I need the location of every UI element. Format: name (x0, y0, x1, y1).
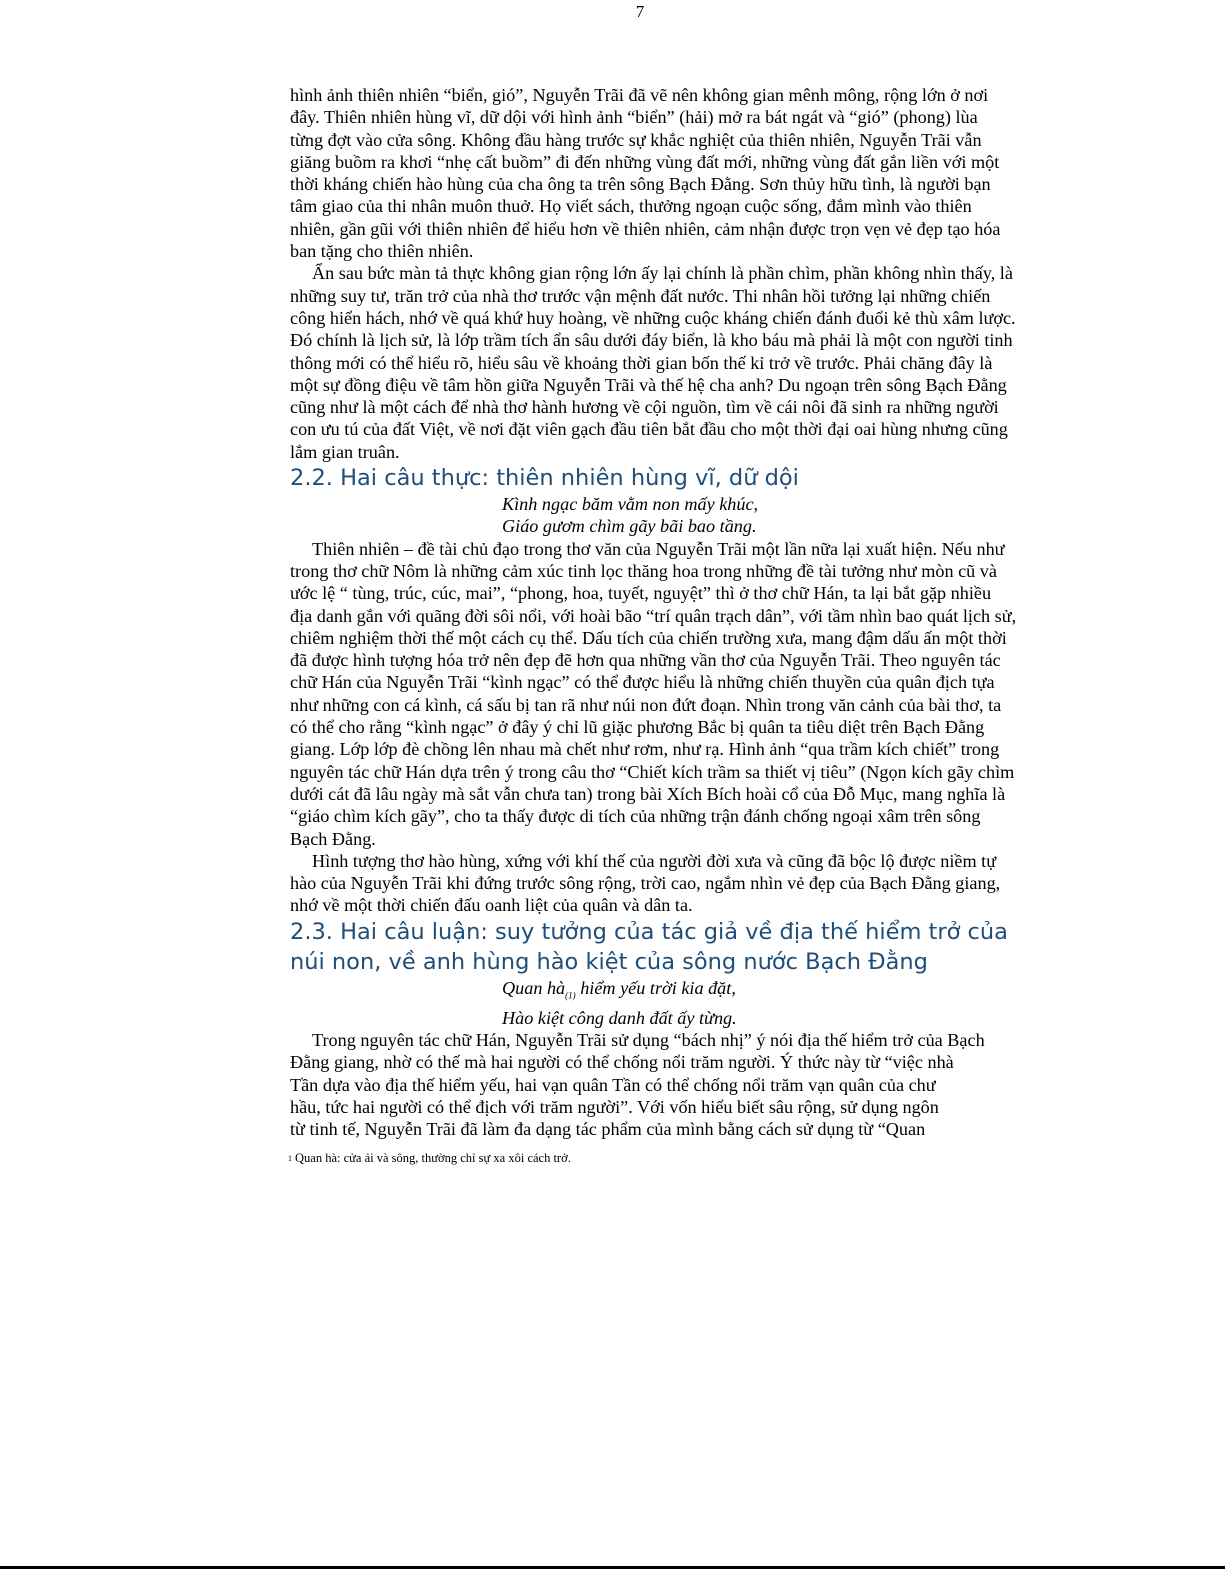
poem-couplet-1 (290, 493, 1050, 538)
poem-couplet-2 (290, 977, 1050, 1029)
paragraph-3 (290, 538, 1050, 850)
footnote-text: Quan hà: cửa ải và sông, thường chỉ sự xa xôi cách trở. (295, 1151, 571, 1165)
text-line: cũng như là một cách để nhà thơ hành hương về cội nguồn, tìm về cái nôi đã sinh ra những người (290, 397, 999, 418)
document-body (290, 84, 1050, 1140)
text-line: như những con cá kình, cá sấu bị tan rã như núi non đứt đoạn. Nhìn trong văn cảnh của bài thơ, ta (290, 694, 1002, 715)
paragraph-5 (290, 1029, 1050, 1140)
text-line: hầu, tức hai người có thể địch với trăm người”. Với vốn hiểu biết sâu rộng, sử dụng ngôn (290, 1096, 939, 1117)
poem-text: hiểm yếu trời kia đặt, (575, 977, 736, 998)
text-line: Hình tượng thơ hào hùng, xứng với khí thế của người đời xưa và cũng đã bộc lộ được niềm tự (312, 850, 997, 871)
poem-line (502, 977, 1050, 1007)
text-line: một sự đồng điệu về tâm hồn giữa Nguyễn Trãi và thế hệ cha anh? Du ngoạn trên sông Bạch Đằng (290, 374, 1007, 395)
text-line: công hiển hách, nhớ về quá khứ huy hoàng, về những cuộc kháng chiến đánh đuổi kẻ thù xâm lược. (290, 307, 1016, 328)
footnote (288, 1151, 571, 1166)
text-line: thời kháng chiến hào hùng của cha ông ta trên sông Bạch Đằng. Sơn thủy hữu tình, là người bạn (290, 174, 991, 195)
text-line: nhiên, gần gũi với thiên nhiên để hiểu hơn về thiên nhiên, cảm nhận được trọn vẹn vẻ đẹp tạo hóa (290, 218, 1001, 239)
text-line: Thiên nhiên – đề tài chủ đạo trong thơ văn của Nguyễn Trãi một lần nữa lại xuất hiện. Nếu như (312, 538, 1005, 559)
page-number: 7 (635, 2, 645, 21)
paragraph-1 (290, 84, 1050, 262)
text-line: hình ảnh thiên nhiên “biển, gió”, Nguyễn Trãi đã vẽ nên không gian mênh mông, rộng lớn ở nơi (290, 85, 989, 105)
section-heading-2-2: 2.2. Hai câu thực: thiên nhiên hùng vĩ, dữ dội (290, 465, 799, 492)
text-line: từng đợt vào cửa sông. Không đầu hàng trước sự khắc nghiệt của thiên nhiên, Nguyễn Trãi vẫn (290, 129, 982, 150)
text-line: nhớ về một thời chiến đấu oanh liệt của quân và dân ta. (290, 895, 693, 916)
paragraph-4 (290, 850, 1050, 917)
text-line: giăng buồm ra khơi “nhẹ cất buồm” đi đến những vùng đất mới, những vùng đất gắn liền với một (290, 151, 1000, 172)
text-line: con ưu tú của đất Việt, về nơi đặt viên gạch đầu tiên bắt đầu cho một thời đại oai hùng nhưng cũng (290, 419, 1008, 440)
text-line: Trong nguyên tác chữ Hán, Nguyễn Trãi sử dụng “bách nhị” ý nói địa thế hiểm trở của Bạch (312, 1029, 985, 1050)
heading-line: 2.3. Hai câu luận: suy tưởng của tác giả về địa thế hiểm trở của (290, 918, 1008, 945)
text-line: Đằng giang, nhờ có thế mà hai người có thể chống nổi trăm người. Ý thức này từ “việc nhà (290, 1052, 954, 1073)
poem-line: Kình ngạc băm vằm non mấy khúc, (502, 494, 759, 515)
text-line: chữ Hán của Nguyễn Trãi “kình ngạc” có thể được hiểu là những chiến thuyền của quân địch tựa (290, 672, 995, 693)
text-line: đã được hình tượng hóa trở nên đẹp đẽ hơn qua những vần thơ của Nguyễn Trãi. Theo nguyên tác (290, 650, 1001, 671)
text-line: lắm gian truân. (290, 441, 400, 462)
text-line: Đó chính là lịch sử, là lớp trầm tích ẩn sâu dưới đáy biển, là kho báu mà phải là một con người tinh (290, 330, 1013, 351)
text-line: giang. Lớp lớp đè chồng lên nhau mà chết như rơm, như rạ. Hình ảnh “qua trầm kích chiết” trong (290, 739, 1000, 760)
text-line: tâm giao của thi nhân muôn thuở. Họ viết sách, thưởng ngoạn cuộc sống, đắm mình vào thiên (290, 196, 972, 217)
text-line: Ẩn sau bức màn tả thực không gian rộng lớn ấy lại chính là phần chìm, phần không nhìn thấy, là (312, 263, 1013, 284)
poem-line: Hào kiệt công danh đất ấy từng. (502, 1007, 737, 1028)
footnote-ref[interactable]: (1) (565, 990, 576, 1001)
text-line: thông mới có thể hiểu rõ, hiểu sâu về khoảng thời gian bốn thế kỉ trở về trước. Phải chăng đây là (290, 352, 993, 373)
page-bottom-border (0, 1566, 1225, 1569)
poem-text: Quan hà (502, 977, 566, 998)
paragraph-2 (290, 262, 1050, 463)
poem-line: Giáo gươm chìm gãy bãi bao tầng. (502, 516, 757, 537)
text-line: từ tinh tế, Nguyễn Trãi đã làm đa dạng tác phẩm của mình bằng cách sử dụng từ “Quan (290, 1119, 926, 1140)
text-line: địa danh gắn với quãng đời sôi nổi, với hoài bão “trí quân trạch dân”, với tầm nhìn bao quát lịch sử, (290, 605, 1017, 626)
text-line: Tần dựa vào địa thế hiểm yếu, hai vạn quân Tần có thể chống nổi trăm vạn quân của chư (290, 1074, 936, 1095)
text-line: chiêm nghiệm thời thế một cách cụ thể. Dấu tích của chiến trường xưa, mang đậm dấu ấn một thời (290, 627, 1007, 648)
footnote-number: 1 (288, 1154, 292, 1163)
text-line: nguyên tác chữ Hán dựa trên ý trong câu thơ “Chiết kích trầm sa thiết vị tiêu” (Ngọn kích gãy chìm (290, 761, 1015, 782)
heading-line: núi non, về anh hùng hào kiệt của sông nước Bạch Đằng (290, 948, 928, 975)
text-line: ước lệ “ tùng, trúc, cúc, mai”, “phong, hoa, tuyết, nguyệt” thì ở thơ chữ Hán, ta lại bắt gặp nhiều (290, 583, 992, 604)
text-line: Bạch Đằng. (290, 828, 376, 849)
text-line: ban tặng cho thiên nhiên. (290, 241, 474, 262)
text-line: “giáo chìm kích gãy”, cho ta thấy được di tích của những trận đánh chống ngoại xâm trên sông (290, 806, 981, 827)
text-line: trong thơ chữ Nôm là những cảm xúc tinh lọc thăng hoa trong những đề tài tưởng như mòn cũ và (290, 560, 997, 581)
text-line: những suy tư, trăn trở của nhà thơ trước vận mệnh đất nước. Thi nhân hồi tưởng lại những chiến (290, 285, 991, 306)
text-line: đây. Thiên nhiên hùng vĩ, dữ dội với hình ảnh “biển” (hải) mở ra bát ngát và “gió” (phong) lùa (290, 107, 978, 128)
text-line: dưới cát đã lâu ngày mà sắt vẫn chưa tan) trong bài Xích Bích hoài cổ của Đỗ Mục, mang nghĩa là (290, 783, 1006, 804)
text-line: hào của Nguyễn Trãi khi đứng trước sông rộng, trời cao, ngắm nhìn vẻ đẹp của Bạch Đằng giang, (290, 873, 1001, 894)
section-heading-2-3 (290, 917, 1050, 977)
text-line: có thể cho rằng “kình ngạc” ở đây ý chỉ lũ giặc phương Bắc bị quân ta tiêu diệt trên Bạch Đằng (290, 717, 985, 738)
